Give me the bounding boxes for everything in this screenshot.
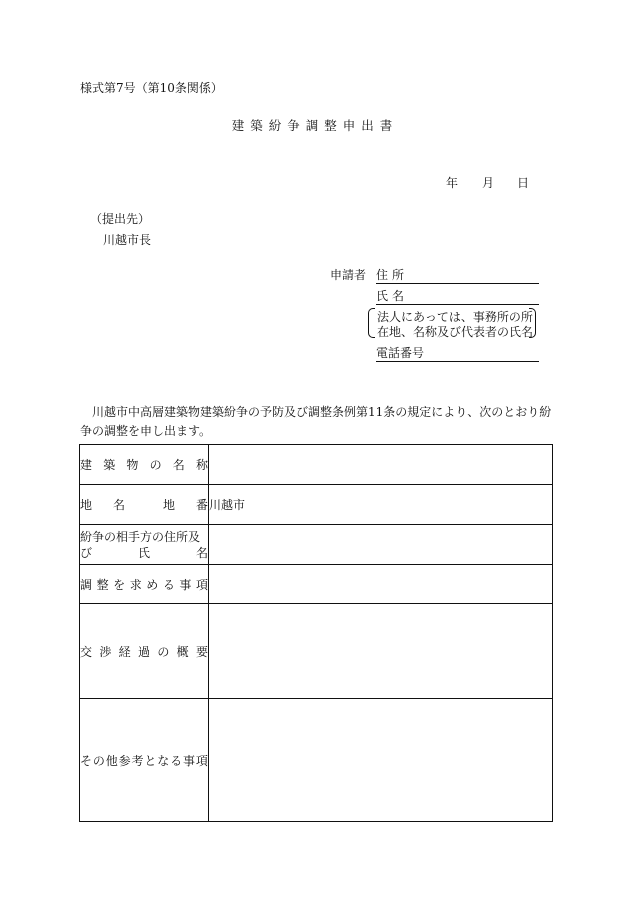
counterparty-field[interactable] [209,525,553,565]
table-row [80,485,553,525]
request-form-table [79,444,553,822]
document-title: 建築紛争調整申出書 [231,118,399,133]
corporate-note-line2: 在地、名称及び代表者の氏名 [377,325,534,339]
label-char: な [157,753,170,768]
label-char: 調 [80,577,93,592]
table-row [80,525,553,565]
negotiation-field[interactable] [209,604,553,699]
other-items-field[interactable] [209,699,553,822]
corporate-note [368,308,536,338]
label-char: 他 [105,753,118,768]
label-char: る [162,577,175,592]
address-field-line[interactable] [376,283,539,284]
negotiation-label-cell [80,604,209,699]
label-char: の [149,458,162,472]
applicant-label: 申請者 [330,268,367,282]
label-char: を [113,577,126,592]
table-row [80,604,553,699]
label-char: 概 [176,644,189,659]
request-items-label-cell [80,565,209,604]
table-row [80,565,553,604]
address-label: 住所 [376,268,409,282]
label-char: 整 [96,577,109,592]
label-char: 物 [126,458,139,472]
counterparty-label-char-b: 氏 [137,545,150,560]
label-char: 番 [195,498,208,512]
phone-field-line[interactable] [376,361,539,362]
label-char: 事 [179,577,192,592]
request-items-label [80,576,208,593]
label-char: と [144,753,157,768]
counterparty-label-char-c: 名 [195,545,208,560]
label-char: の [92,753,105,768]
corporate-note-line1: 法人にあっては、事務所の所 [377,310,533,324]
location-label-1 [80,496,125,513]
request-items-field[interactable] [209,565,553,604]
building-name-label [80,456,208,473]
request-statement: 川越市中高層建築物建築紛争の予防及び調整条例第11条の規定により、次のとおり紛争の調整を申し出ます。 [80,405,552,438]
label-char: 求 [129,577,142,592]
negotiation-label [80,643,208,660]
label-char: 交 [80,644,93,659]
other-items-label-cell [80,699,209,822]
location-field[interactable]: 川越市 [209,485,553,525]
phone-label: 電話番号 [376,346,425,360]
label-char: 築 [103,458,116,472]
label-char: 要 [195,644,208,659]
label-char: 参 [118,753,131,768]
recipient-label: （提出先） [90,212,151,226]
counterparty-label-cell [80,525,209,565]
table-row [80,445,553,485]
label-char: 地 [80,498,93,512]
name-field-line[interactable] [376,304,539,305]
label-char: 名 [172,458,185,472]
date-day-label: 日 [517,176,530,190]
label-char: 事 [183,753,196,768]
label-char: 経 [118,644,131,659]
counterparty-label-line1: 紛争の相手方の住所及 [80,529,201,544]
label-char: 過 [137,644,150,659]
label-char: の [157,644,170,659]
counterparty-label-line2 [80,545,208,561]
label-char: 称 [195,458,208,472]
label-char: そ [80,753,93,768]
building-name-label-cell [80,445,209,485]
table-row [80,699,553,822]
recipient-name: 川越市長 [103,233,152,247]
location-label [80,496,208,513]
label-char: 建 [80,458,93,472]
name-label: 氏名 [376,289,409,303]
label-char: る [170,753,183,768]
label-char: 地 [162,498,175,512]
label-char: 項 [195,753,208,768]
label-char: 考 [131,753,144,768]
left-bracket [368,308,375,338]
form-number: 様式第7号（第10条関係） [80,81,223,95]
date-year-label: 年 [446,176,459,190]
label-char: め [146,577,159,592]
building-name-field[interactable] [209,445,553,485]
location-label-cell [80,485,209,525]
label-char: 名 [113,498,126,512]
counterparty-label-char-a: び [80,545,93,560]
location-label-2 [163,496,208,513]
date-month-label: 月 [482,176,495,190]
label-char: 項 [195,577,208,592]
label-char: 渉 [99,644,112,659]
other-items-label [80,752,208,769]
